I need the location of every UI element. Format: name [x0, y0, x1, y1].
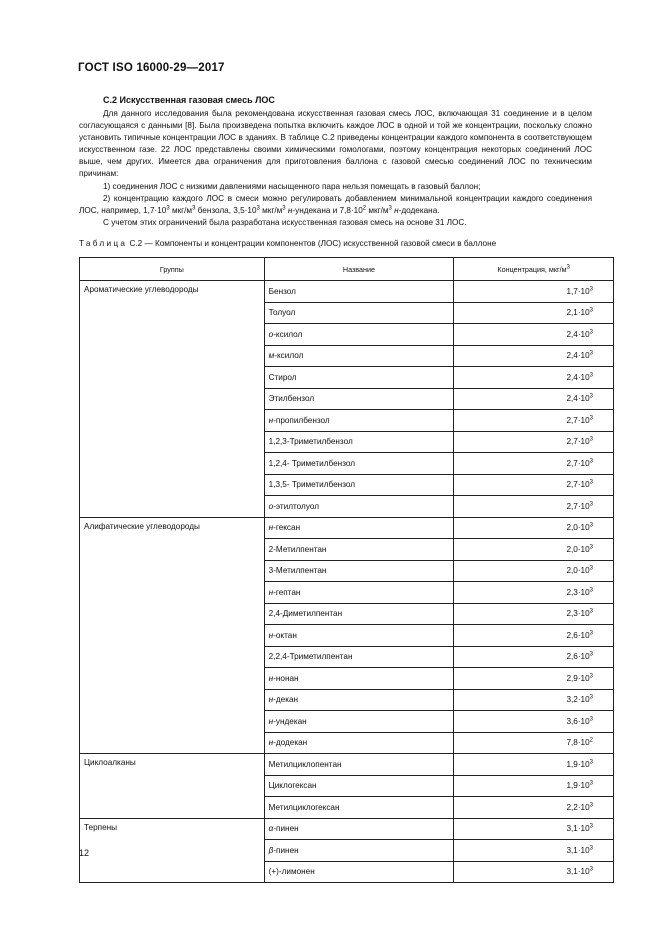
compound-name-cell	[264, 517, 454, 539]
concentration-exponent: 3	[589, 630, 593, 637]
concentration-cell	[454, 668, 614, 690]
compound-prefix: α	[268, 824, 274, 834]
concentration-mantissa: 2,6·10	[566, 630, 590, 640]
compound-name: -нонан	[273, 673, 299, 683]
compound-name: -ксилол	[273, 329, 303, 339]
concentration-mantissa: 3,1·10	[566, 845, 590, 855]
concentration-cell	[454, 625, 614, 647]
compound-prefix: о	[268, 329, 274, 339]
superscript: 3	[256, 205, 260, 212]
concentration-cell	[454, 689, 614, 711]
paragraph	[79, 193, 592, 217]
compound-name-cell	[264, 453, 454, 475]
concentration-cell	[454, 711, 614, 733]
compound-name: 2,2,4-Триметилпентан	[268, 652, 353, 662]
column-header-group: Группы	[80, 258, 265, 281]
compound-name: -гептан	[273, 587, 301, 597]
compound-name-cell	[264, 689, 454, 711]
concentration-cell	[454, 517, 614, 539]
concentration-exponent: 3	[589, 544, 593, 551]
compound-name-cell	[264, 281, 454, 303]
compound-name-cell	[264, 367, 454, 389]
concentration-exponent: 3	[589, 436, 593, 443]
concentration-mantissa: 2,0·10	[566, 566, 590, 576]
compound-prefix: н	[268, 695, 274, 705]
concentration-cell	[454, 582, 614, 604]
compound-name-cell	[264, 625, 454, 647]
concentration-exponent: 3	[589, 415, 593, 422]
compound-name-cell	[264, 539, 454, 561]
concentration-exponent: 3	[589, 673, 593, 680]
concentration-exponent: 3	[589, 780, 593, 787]
table-caption	[79, 239, 496, 248]
text-run: -ундекана и 7,8·10	[292, 205, 363, 215]
concentration-cell	[454, 732, 614, 754]
concentration-exponent: 3	[589, 866, 593, 873]
concentration-exponent: 3	[589, 372, 593, 379]
compound-name: Метилциклогексан	[268, 802, 340, 812]
compound-name-cell	[264, 668, 454, 690]
concentration-exponent: 3	[589, 587, 593, 594]
concentration-exponent: 3	[589, 479, 593, 486]
compound-name-cell	[264, 388, 454, 410]
concentration-exponent: 3	[589, 651, 593, 658]
concentration-mantissa: 2,7·10	[566, 415, 590, 425]
compound-prefix: м	[268, 351, 275, 361]
compound-prefix: н	[268, 630, 274, 640]
concentration-mantissa: 2,9·10	[566, 673, 590, 683]
compound-name-cell	[264, 711, 454, 733]
concentration-cell	[454, 646, 614, 668]
concentration-exponent: 3	[589, 501, 593, 508]
concentration-mantissa: 2,7·10	[566, 501, 590, 511]
concentration-exponent: 3	[589, 716, 593, 723]
compound-prefix: н	[268, 673, 274, 683]
section-body	[79, 108, 592, 229]
concentration-cell	[454, 797, 614, 819]
compound-name: -гексан	[273, 523, 301, 533]
concentration-cell	[454, 539, 614, 561]
table-row	[80, 818, 614, 840]
compound-name: -этилтолуол	[273, 501, 319, 511]
table-row	[80, 754, 614, 776]
text-run: мкг/м	[259, 205, 283, 215]
concentration-exponent: 3	[589, 458, 593, 465]
concentration-cell	[454, 474, 614, 496]
compound-name: Толуол	[268, 308, 296, 318]
concentration-exponent: 3	[589, 522, 593, 529]
concentration-exponent: 3	[589, 823, 593, 830]
text-run: 2) концентрацию каждого ЛОС в смеси можно регулировать добавлением минимальной концентрации каждого соединения ЛОС, например, 1,7·10	[79, 193, 592, 215]
concentration-mantissa: 3,6·10	[566, 716, 590, 726]
concentration-exponent: 3	[589, 393, 593, 400]
table-row	[80, 281, 614, 303]
compound-name-cell	[264, 732, 454, 754]
concentration-mantissa: 2,0·10	[566, 523, 590, 533]
group-cell: Терпены	[80, 818, 265, 883]
compound-prefix: н	[268, 523, 274, 533]
concentration-mantissa: 1,9·10	[566, 759, 590, 769]
concentration-mantissa: 2,4·10	[566, 351, 590, 361]
table-caption-prefix: Таблица	[79, 239, 128, 248]
concentration-mantissa: 2,4·10	[566, 329, 590, 339]
concentration-mantissa: 3,1·10	[566, 824, 590, 834]
group-cell: Алифатические углеводороды	[80, 517, 265, 754]
compound-name: 1,2,3-Триметилбензол	[268, 437, 353, 447]
table-caption-text: С.2 — Компоненты и концентрации компонентов (ЛОС) искусственной газовой смеси в баллоне	[127, 239, 497, 248]
compound-name: 2,4-Диметилпентан	[268, 609, 343, 619]
concentration-mantissa: 3,2·10	[566, 695, 590, 705]
compound-name: Циклогексан	[268, 781, 317, 791]
concentration-mantissa: 2,4·10	[566, 394, 590, 404]
concentration-mantissa: 2,3·10	[566, 609, 590, 619]
compound-name: -пинен	[273, 824, 299, 834]
superscript: 3	[282, 205, 286, 212]
table-row	[80, 517, 614, 539]
italic-prefix: н	[394, 205, 399, 215]
concentration-cell	[454, 281, 614, 303]
concentration-cell	[454, 410, 614, 432]
compound-name-cell	[264, 646, 454, 668]
compound-name-cell	[264, 775, 454, 797]
concentration-mantissa: 2,4·10	[566, 372, 590, 382]
table-header-row	[80, 258, 614, 281]
compound-name: Стирол	[268, 372, 297, 382]
compound-name-cell	[264, 410, 454, 432]
concentration-mantissa: 2,0·10	[566, 544, 590, 554]
compound-name-cell	[264, 754, 454, 776]
concentration-cell	[454, 345, 614, 367]
concentration-exponent: 3	[589, 759, 593, 766]
concentration-mantissa: 2,7·10	[566, 480, 590, 490]
compound-name-cell	[264, 474, 454, 496]
concentration-mantissa: 2,2·10	[566, 802, 590, 812]
concentration-exponent: 3	[589, 694, 593, 701]
section-title: С.2 Искусственная газовая смесь ЛОС	[103, 95, 275, 105]
compound-name-cell	[264, 345, 454, 367]
concentration-mantissa: 1,9·10	[566, 781, 590, 791]
compound-name: -октан	[273, 630, 297, 640]
compound-name: Бензол	[268, 286, 296, 296]
compound-prefix: н	[268, 716, 274, 726]
compound-prefix: β	[268, 845, 274, 855]
superscript: 3	[388, 205, 392, 212]
concentration-exponent: 3	[589, 845, 593, 852]
concentration-mantissa: 2,3·10	[566, 587, 590, 597]
concentration-cell	[454, 302, 614, 324]
concentration-exponent: 3	[589, 286, 593, 293]
compound-name-cell	[264, 797, 454, 819]
concentration-mantissa: 2,6·10	[566, 652, 590, 662]
compound-name-cell	[264, 324, 454, 346]
concentration-cell	[454, 388, 614, 410]
concentration-mantissa: 2,1·10	[566, 308, 590, 318]
compound-name: -декан	[273, 695, 299, 705]
concentration-cell	[454, 324, 614, 346]
components-table	[79, 257, 614, 883]
paragraph: 1) соединения ЛОС с низкими давлениями насыщенного пара нельзя помещать в газовый баллон;	[103, 181, 481, 191]
compound-name: 3-Метилпентан	[268, 566, 327, 576]
paragraph: Для данного исследования была рекомендована искусственная газовая смесь ЛОС, включающая 31 соединение и в целом согласующаяся с данными [8]. Была произведена попытка включить каждое ЛОС в одной и той же концентрации, поскольку сложно установить типичные концентрации ЛОС в зданиях. В таблице С.2 приведены концентрации каждого компонента в соответствующем искусственном газе. 22 ЛОС представлены своими химическими гомологами, поэтому концентрация некоторых соединений ЛОС выше, чем других. Имеется два ограничения для приготовления баллона с газовой смесью соединений ЛОС по техническим причинам:	[79, 109, 592, 179]
compound-name: -ундекан	[273, 716, 307, 726]
compound-name: -додекан	[273, 738, 308, 748]
compound-prefix: н	[268, 587, 274, 597]
compound-name: -пропилбензол	[273, 415, 330, 425]
concentration-exponent: 2	[589, 737, 593, 744]
document-header: ГОСТ ISO 16000-29—2017	[78, 62, 225, 74]
compound-name-cell	[264, 302, 454, 324]
compound-name: -ксилол	[274, 351, 304, 361]
compound-prefix: н	[268, 738, 274, 748]
concentration-mantissa: 2,7·10	[566, 458, 590, 468]
superscript: 3	[192, 205, 196, 212]
compound-prefix: н	[268, 415, 274, 425]
compound-prefix: о	[268, 501, 274, 511]
concentration-mantissa: 1,7·10	[566, 286, 590, 296]
concentration-cell	[454, 560, 614, 582]
concentration-cell	[454, 431, 614, 453]
concentration-cell	[454, 861, 614, 883]
compound-name-cell	[264, 603, 454, 625]
concentration-cell	[454, 367, 614, 389]
concentration-exponent: 3	[589, 565, 593, 572]
concentration-cell	[454, 840, 614, 862]
compound-name-cell	[264, 840, 454, 862]
superscript: 2	[362, 205, 367, 212]
compound-name: 1,2,4- Триметилбензол	[268, 458, 356, 468]
compound-name: (+)-лимонен	[268, 867, 315, 877]
compound-name: Метилциклопентан	[268, 759, 342, 769]
compound-name: -пинен	[273, 845, 299, 855]
text-run: бензола, 3,5·10	[195, 205, 257, 215]
concentration-cell	[454, 818, 614, 840]
concentration-mantissa: 3,1·10	[566, 867, 590, 877]
concentration-cell	[454, 754, 614, 776]
concentration-cell	[454, 453, 614, 475]
text-run: мкг/м	[169, 205, 193, 215]
page-number: 12	[79, 848, 90, 858]
group-cell: Циклоалканы	[80, 754, 265, 819]
superscript: 3	[166, 205, 170, 212]
concentration-exponent: 3	[589, 608, 593, 615]
compound-name-cell	[264, 861, 454, 883]
compound-name-cell	[264, 496, 454, 518]
concentration-exponent: 3	[589, 307, 593, 314]
compound-name-cell	[264, 582, 454, 604]
concentration-exponent: 3	[589, 329, 593, 336]
concentration-cell	[454, 496, 614, 518]
paragraph: С учетом этих ограничений была разработана искусственная газовая смесь на основе 31 ЛОС.	[103, 217, 467, 227]
text-run: -додекана.	[398, 205, 440, 215]
text-run: мкг/м	[366, 205, 389, 215]
compound-name: 2-Метилпентан	[268, 544, 327, 554]
concentration-mantissa: 2,7·10	[566, 437, 590, 447]
concentration-cell	[454, 775, 614, 797]
concentration-exponent: 3	[589, 350, 593, 357]
compound-name-cell	[264, 818, 454, 840]
concentration-exponent: 3	[589, 802, 593, 809]
compound-name: Этилбензол	[268, 394, 315, 404]
group-cell: Ароматические углеводороды	[80, 281, 265, 518]
compound-name-cell	[264, 431, 454, 453]
column-header-concentration: Концентрация, мкг/$м^3$	[454, 258, 614, 281]
concentration-mantissa: 7,8·10	[566, 738, 590, 748]
column-header-name: Название	[264, 258, 454, 281]
italic-prefix: н	[287, 205, 293, 215]
concentration-cell	[454, 603, 614, 625]
compound-name: 1,3,5- Триметилбензол	[268, 480, 356, 490]
compound-name-cell	[264, 560, 454, 582]
